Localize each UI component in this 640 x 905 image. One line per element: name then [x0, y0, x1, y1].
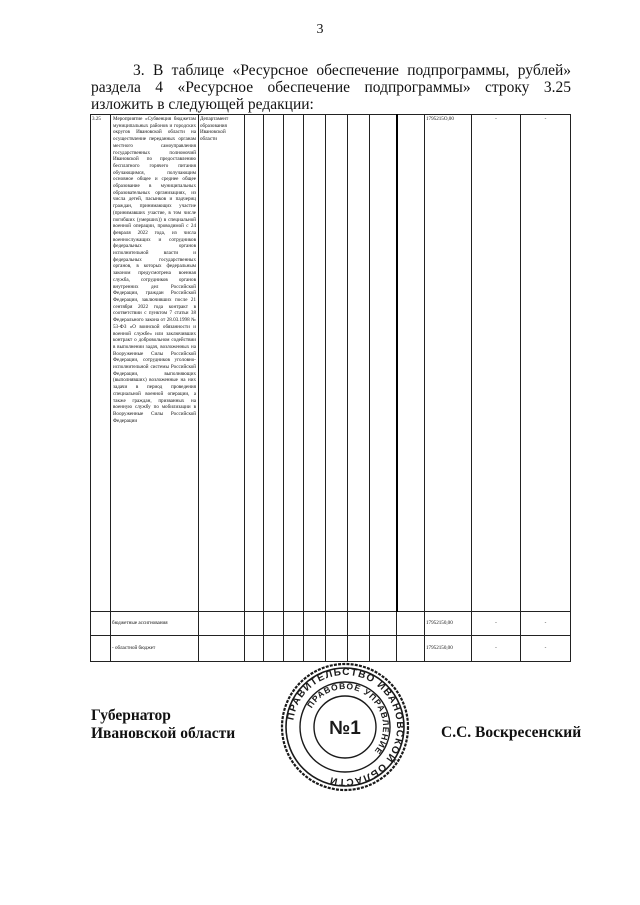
dash-cell: - — [521, 636, 571, 662]
amount-cell: 17952150,00 — [425, 612, 472, 636]
row-label: бюджетные ассигнования — [111, 612, 199, 636]
seal-number: №1 — [329, 718, 361, 739]
signer-name: С.С. Воскресенский — [441, 724, 582, 741]
executor-cell: Департамент образования Ивановской области — [199, 115, 245, 612]
empty-cell — [348, 612, 370, 636]
table-row-budget — [91, 612, 571, 636]
signature-block — [91, 707, 235, 743]
empty-cell — [284, 115, 304, 612]
empty-cell — [199, 636, 245, 662]
dash-cell: - — [472, 115, 521, 612]
official-seal-icon — [279, 661, 411, 793]
dash-cell: - — [521, 612, 571, 636]
seal-inner-text: ПРАВОВОЕ УПРАВЛЕНИЕ — [304, 680, 392, 757]
empty-cell — [348, 115, 370, 612]
empty-cell — [284, 612, 304, 636]
dash-cell: - — [521, 115, 571, 612]
empty-cell — [370, 636, 397, 662]
empty-cell — [397, 636, 425, 662]
empty-cell — [304, 612, 326, 636]
table-row-regional — [91, 636, 571, 662]
empty-cell — [264, 115, 284, 612]
empty-cell — [264, 612, 284, 636]
amount-cell: 17952150,00 — [425, 636, 472, 662]
empty-cell — [370, 612, 397, 636]
measure-description: Мероприятие «Субвенция бюджетам муниципальных районов и городских округов Ивановской области на осуществление переданных органам местного самоуправления государственных полномочий Ивановской по предоставлению бесплатного горячего питания обучающимся, получающим основное общее и среднее общее образование в муниципальных образовательных организациях, из числа детей, пасынков и падчериц граждан, принимающих участие (принимавших участие, в том числе погибших (умерших)) в специальной военной операции, проводимой с 24 февраля 2022 года, из числа военнослужащих и сотрудников федеральных органов исполнительной власти и федеральных государственных органов, в которых федеральным законом предусмотрена военная служба, сотрудников органов внутренних дел Российской Федерации, граждан Российской Федерации, заключивших после 21 сентября 2022 года контракт в соответствии с пунктом 7 статьи 38 Федерального закона от 28.03.1998 № 53-ФЗ «О воинской обязанности и военной службе» или заключивших контракт о добровольном содействии в выполнении задач, возложенных на Вооруженные Силы Российской Федерации, сотрудников уголовно-исполнительной системы Российской Федерации, выполняющих (выполнявших) возложенные на них задачи в период проведения специальной военной операции, а также граждан, призванных на военную службу по мобилизации в Вооруженные Силы Российской Федерации — [111, 115, 199, 612]
table-row-main — [91, 115, 571, 612]
empty-cell — [397, 115, 425, 612]
empty-cell — [91, 636, 111, 662]
empty-cell — [284, 636, 304, 662]
empty-cell — [370, 115, 397, 612]
resource-table — [90, 114, 571, 662]
dash-cell: - — [472, 636, 521, 662]
empty-cell — [91, 612, 111, 636]
empty-cell — [326, 636, 348, 662]
amount-cell: 1795215О,00 — [425, 115, 472, 612]
empty-cell — [199, 612, 245, 636]
dash-cell: - — [472, 612, 521, 636]
intro-paragraph: 3. В таблице «Ресурсное обеспечение подпрограммы, рублей» раздела 4 «Ресурсное обеспечение подпрограммы» строку 3.25 изложить в следующей редакции: — [91, 62, 571, 113]
empty-cell — [304, 636, 326, 662]
signer-title-line1: Губернатор — [91, 707, 171, 724]
empty-cell — [245, 612, 264, 636]
empty-cell — [326, 612, 348, 636]
seal-outer-text: ПРАВИТЕЛЬСТВО ИВАНОВСКОЙ ОБЛАСТИ — [285, 666, 406, 788]
signer-title-line2: Ивановской области — [91, 725, 236, 742]
empty-cell — [304, 115, 326, 612]
page-number: 3 — [316, 22, 324, 37]
row-label: - областной бюджет — [111, 636, 199, 662]
row-code: 3.25 — [91, 115, 111, 612]
empty-cell — [245, 115, 264, 612]
empty-cell — [348, 636, 370, 662]
empty-cell — [326, 115, 348, 612]
empty-cell — [264, 636, 284, 662]
empty-cell — [245, 636, 264, 662]
empty-cell — [397, 612, 425, 636]
